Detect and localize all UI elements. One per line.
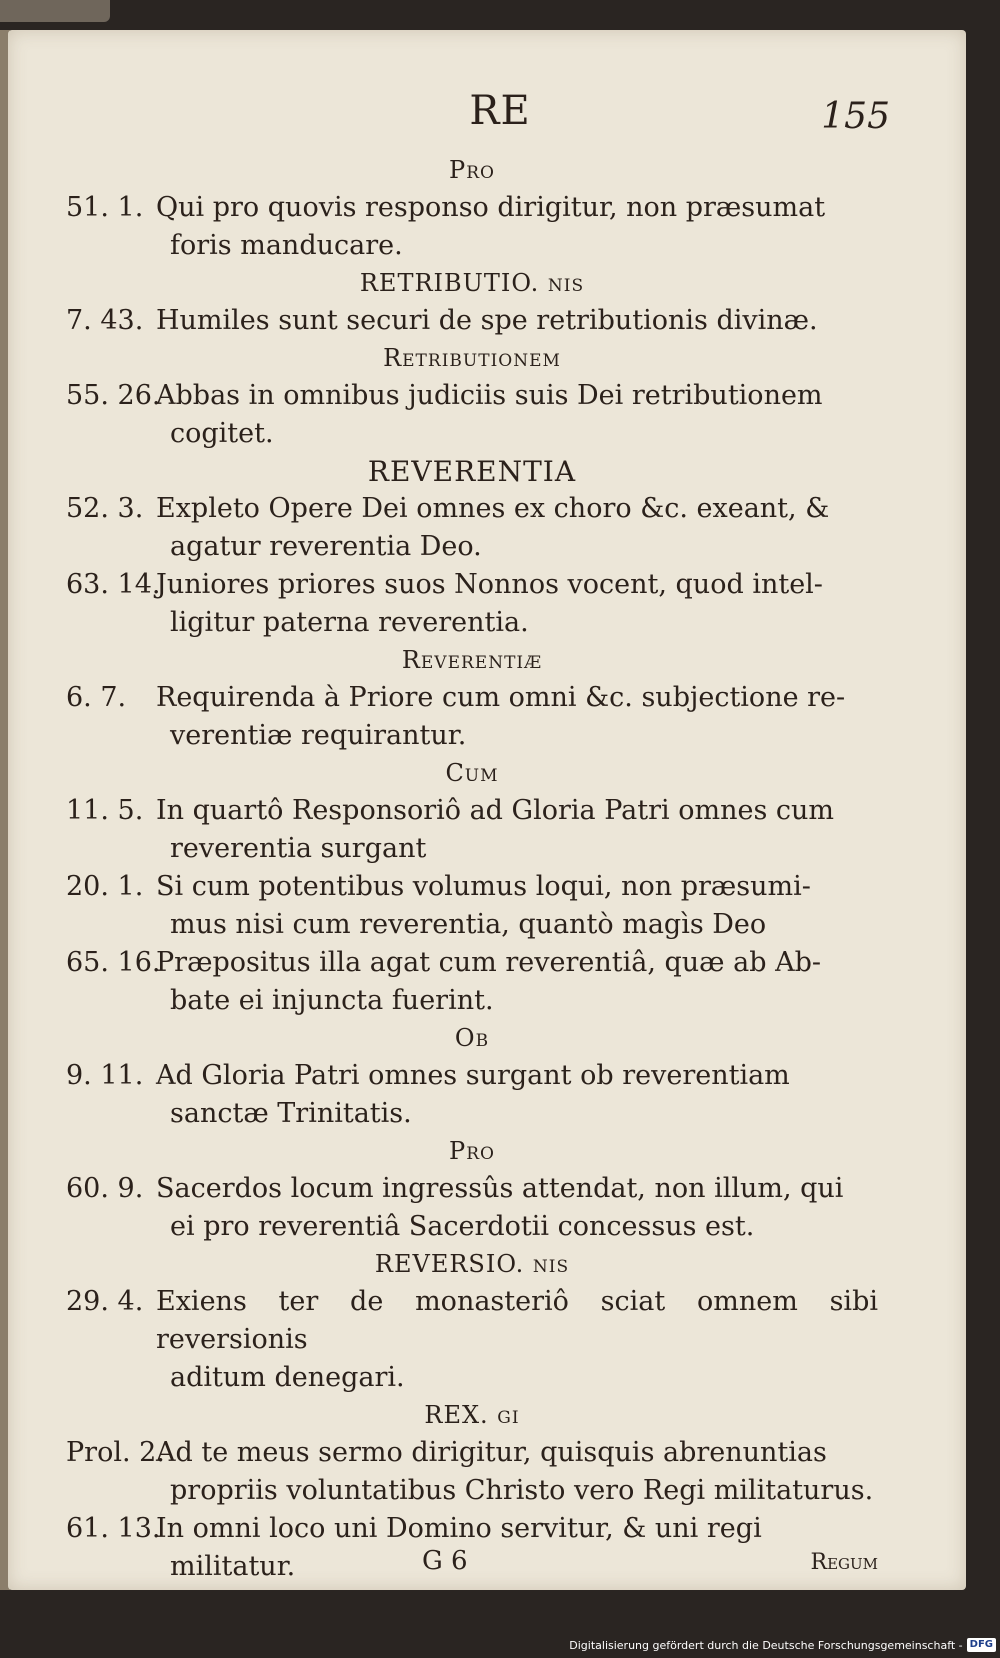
index-heading: Cum — [445, 759, 499, 787]
index-entry — [66, 1283, 878, 1397]
entry-text — [156, 944, 878, 1020]
page-title: RE — [469, 88, 531, 134]
entry-line: Requirenda à Priore cum omni &c. subjectione re- — [156, 682, 846, 713]
index-entry — [66, 1434, 878, 1510]
entry-text — [156, 1170, 878, 1246]
index-entry — [66, 189, 878, 265]
index-entry — [66, 1170, 878, 1246]
index-entry — [66, 679, 878, 755]
entry-reference: 29. 4. — [66, 1286, 144, 1317]
index-entry — [66, 1057, 878, 1133]
index-heading: Retributionem — [383, 344, 561, 372]
entry-line: Præpositus illa agat cum reverentiâ, quæ ab Ab- — [156, 947, 821, 978]
entry-line-continued: reverentia surgant — [170, 833, 427, 864]
entry-line-continued: cogitet. — [170, 418, 274, 449]
index-entry — [66, 377, 878, 453]
entry-text — [156, 566, 878, 642]
index-heading: Pro — [449, 1137, 495, 1165]
entry-reference: Prol. 2. — [66, 1437, 165, 1468]
entry-reference: 65. 16. — [66, 947, 161, 978]
entry-reference: 55. 26. — [66, 380, 161, 411]
dfg-logo: DFG — [967, 1638, 996, 1652]
entry-text — [156, 792, 878, 868]
entry-line: Ad te meus sermo dirigitur, quisquis abrenuntias — [156, 1437, 827, 1468]
entry-text — [156, 1283, 878, 1397]
index-heading: REX. gi — [424, 1401, 520, 1429]
entry-text — [156, 302, 878, 340]
index-entry — [66, 868, 878, 944]
entry-text — [156, 189, 878, 265]
entry-reference: 11. 5. — [66, 795, 144, 826]
entry-text — [156, 1434, 878, 1510]
index-entry — [66, 302, 878, 340]
index-entry — [66, 566, 878, 642]
index-heading: REVERENTIA — [367, 455, 577, 488]
entry-line: Si cum potentibus volumus loqui, non præsumi- — [156, 871, 811, 902]
entry-reference: 52. 3. — [66, 493, 144, 524]
entry-line-continued: agatur reverentia Deo. — [170, 531, 482, 562]
entry-line-continued: propriis voluntatibus Christo vero Regi militaturus. — [170, 1475, 874, 1506]
entry-line: Humiles sunt securi de spe retributionis divinæ. — [156, 305, 818, 336]
entry-reference: 51. 1. — [66, 192, 144, 223]
entry-line: Abbas in omnibus judiciis suis Dei retributionem — [156, 380, 823, 411]
entry-line: In quartô Responsoriô ad Gloria Patri omnes cum — [156, 795, 835, 826]
index-body — [66, 152, 878, 1586]
entry-reference: 20. 1. — [66, 871, 144, 902]
digitization-credit — [569, 1636, 996, 1654]
index-entry — [66, 944, 878, 1020]
page-footer — [66, 1546, 878, 1582]
entry-line-continued: bate ei injuncta fuerint. — [170, 985, 494, 1016]
entry-reference: 61. 13. — [66, 1513, 161, 1544]
index-heading: RETRIBUTIO. nis — [359, 269, 585, 297]
entry-line: Juniores priores suos Nonnos vocent, quod intel- — [156, 569, 823, 600]
entry-line: Exiens ter de monasteriô sciat omnem sibi reversionis — [156, 1286, 878, 1355]
entry-line-continued: sanctæ Trinitatis. — [170, 1098, 412, 1129]
entry-text — [156, 490, 878, 566]
entry-line-continued: militatur. — [170, 1551, 296, 1582]
entry-line-continued: ei pro reverentiâ Sacerdotii concessus est. — [170, 1211, 755, 1242]
catchword: Regum — [810, 1550, 878, 1575]
entry-text — [156, 377, 878, 453]
credit-text: Digitalisierung gefördert durch die Deutsche Forschungsgemeinschaft - — [569, 1638, 963, 1652]
entry-line: Expleto Opere Dei omnes ex choro &c. exeant, & — [156, 493, 830, 524]
entry-reference: 6. 7. — [66, 682, 127, 713]
entry-reference: 9. 11. — [66, 1060, 144, 1091]
index-heading: Pro — [449, 156, 495, 184]
signature-mark: G 6 — [422, 1546, 468, 1576]
entry-reference: 63. 14. — [66, 569, 161, 600]
running-head — [0, 88, 1000, 148]
scanner-tab — [0, 0, 110, 22]
page-number: 155 — [821, 96, 890, 137]
entry-line-continued: verentiæ requirantur. — [170, 720, 467, 751]
entry-line-continued: ligitur paterna reverentia. — [170, 607, 529, 638]
index-heading: Reverentiæ — [401, 646, 543, 674]
index-heading: REVERSIO. nis — [374, 1250, 570, 1278]
entry-reference: 7. 43. — [66, 305, 144, 336]
entry-line-continued: foris manducare. — [170, 230, 403, 261]
entry-text — [156, 679, 878, 755]
entry-line: Ad Gloria Patri omnes surgant ob reverentiam — [156, 1060, 790, 1091]
index-entry — [66, 792, 878, 868]
entry-line: Qui pro quovis responso dirigitur, non præsumat — [156, 192, 826, 223]
entry-line-continued: aditum denegari. — [170, 1362, 405, 1393]
entry-line: In omni loco uni Domino servitur, & uni regi — [156, 1513, 762, 1544]
entry-line-continued: mus nisi cum reverentia, quantò magìs Deo — [170, 909, 767, 940]
entry-line: Sacerdos locum ingressûs attendat, non illum, qui — [156, 1173, 844, 1204]
index-heading: Ob — [454, 1024, 490, 1052]
entry-reference: 60. 9. — [66, 1173, 144, 1204]
index-entry — [66, 490, 878, 566]
entry-text — [156, 868, 878, 944]
entry-text — [156, 1057, 878, 1133]
